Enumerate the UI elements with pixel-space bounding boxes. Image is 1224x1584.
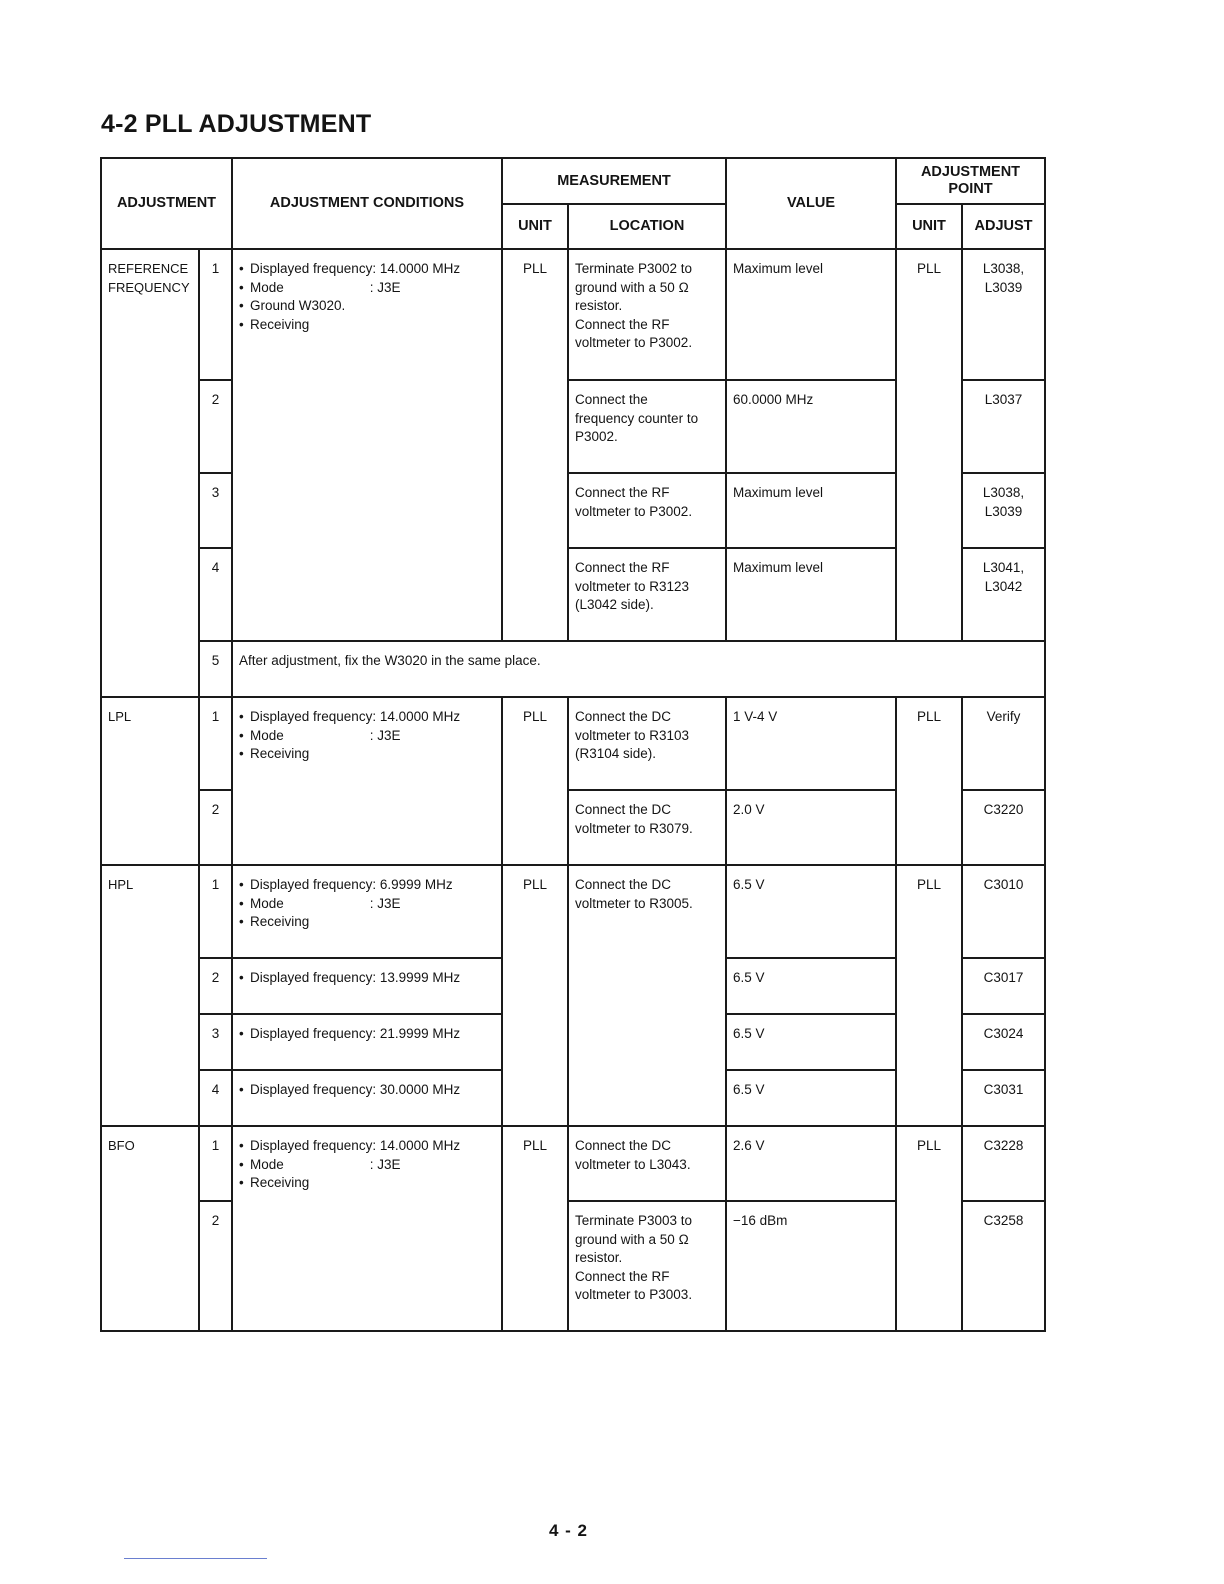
adjust-point: C3220 <box>962 790 1045 865</box>
value-cell: Maximum level <box>726 548 896 641</box>
bullet-icon: • <box>239 261 244 276</box>
header-conditions: ADJUSTMENT CONDITIONS <box>232 158 502 249</box>
bullet-icon: • <box>239 914 244 929</box>
measurement-unit: PLL <box>502 1126 568 1331</box>
step-number: 2 <box>199 958 232 1014</box>
step-number: 1 <box>199 249 232 380</box>
step-number: 2 <box>199 1201 232 1331</box>
measurement-location: Connect the frequency counter to P3002. <box>568 380 726 473</box>
adjust-point: Verify <box>962 697 1045 790</box>
table-row <box>101 1126 1045 1201</box>
step-number: 3 <box>199 473 232 548</box>
bullet-icon: • <box>239 1175 244 1190</box>
bullet-icon: • <box>239 877 244 892</box>
measurement-location: Connect the DC voltmeter to L3043. <box>568 1126 726 1201</box>
table-row <box>101 697 1045 790</box>
adjust-point: L3041, L3042 <box>962 548 1045 641</box>
bullet-icon: • <box>239 746 244 761</box>
bullet-icon: • <box>239 1138 244 1153</box>
step-note: After adjustment, fix the W3020 in the same place. <box>232 641 1045 697</box>
measurement-unit: PLL <box>502 249 568 641</box>
header-meas-unit: UNIT <box>502 204 568 249</box>
page-number: 4 - 2 <box>549 1521 589 1540</box>
adjust-point: C3228 <box>962 1126 1045 1201</box>
value-cell: Maximum level <box>726 473 896 548</box>
adjust-point: C3031 <box>962 1070 1045 1126</box>
table-row <box>101 249 1045 380</box>
step-number: 1 <box>199 697 232 790</box>
measurement-location: Connect the RF voltmeter to P3002. <box>568 473 726 548</box>
measurement-location: Terminate P3002 to ground with a 50 Ω resistor. Connect the RF voltmeter to P3002. <box>568 249 726 380</box>
page-title: 4-2 PLL ADJUSTMENT <box>101 110 372 138</box>
bullet-icon: • <box>239 895 244 911</box>
header-measurement: MEASUREMENT <box>502 158 726 204</box>
adjustment-conditions: • Displayed frequency: 13.9999 MHz <box>232 958 502 1014</box>
step-number: 5 <box>199 641 232 697</box>
adjust-point: L3037 <box>962 380 1045 473</box>
bullet-icon: • <box>239 1082 244 1097</box>
measurement-unit: PLL <box>502 697 568 865</box>
bullet-icon: • <box>239 1156 244 1172</box>
adjustment-conditions: • Displayed frequency: 30.0000 MHz <box>232 1070 502 1126</box>
bullet-icon: • <box>239 298 244 313</box>
pll-adjustment-table <box>100 157 1046 1332</box>
value-cell: 2.6 V <box>726 1126 896 1201</box>
group-name: REFERENCE FREQUENCY <box>101 249 199 697</box>
adjustment-conditions: • Displayed frequency: 21.9999 MHz <box>232 1014 502 1070</box>
header-point-adjust: ADJUST <box>962 204 1045 249</box>
value-cell: 6.5 V <box>726 865 896 958</box>
value-cell: 2.0 V <box>726 790 896 865</box>
value-cell: −16 dBm <box>726 1201 896 1331</box>
measurement-location: Connect the DC voltmeter to R3005. <box>568 865 726 1126</box>
measurement-location: Connect the DC voltmeter to R3103 (R3104 side). <box>568 697 726 790</box>
step-number: 1 <box>199 1126 232 1201</box>
value-cell: 1 V-4 V <box>726 697 896 790</box>
header-point-unit: UNIT <box>896 204 962 249</box>
adjust-point: C3258 <box>962 1201 1045 1331</box>
group-name: HPL <box>101 865 199 1126</box>
value-cell: Maximum level <box>726 249 896 380</box>
adjust-point: L3038, L3039 <box>962 249 1045 380</box>
adjust-point: C3017 <box>962 958 1045 1014</box>
step-number: 3 <box>199 1014 232 1070</box>
adjust-point: L3038, L3039 <box>962 473 1045 548</box>
measurement-unit: PLL <box>502 865 568 1126</box>
bullet-icon: • <box>239 1026 244 1041</box>
step-number: 4 <box>199 548 232 641</box>
step-number: 1 <box>199 865 232 958</box>
step-number: 2 <box>199 790 232 865</box>
bullet-icon: • <box>239 709 244 724</box>
header-adjustment-point: ADJUSTMENT POINT <box>896 158 1045 204</box>
bullet-icon: • <box>239 727 244 743</box>
adjustment-conditions: • Displayed frequency: 14.0000 MHz • Mode : J3E • Receiving <box>232 1126 502 1331</box>
group-name: LPL <box>101 697 199 865</box>
adjustment-conditions: • Displayed frequency: 14.0000 MHz • Mode : J3E • Receiving <box>232 697 502 865</box>
header-adjustment: ADJUSTMENT <box>101 158 232 249</box>
value-cell: 6.5 V <box>726 1070 896 1126</box>
table-row <box>101 865 1045 958</box>
header-value: VALUE <box>726 158 896 249</box>
header-meas-location: LOCATION <box>568 204 726 249</box>
adjust-point: C3010 <box>962 865 1045 958</box>
step-number: 2 <box>199 380 232 473</box>
value-cell: 6.5 V <box>726 1014 896 1070</box>
value-cell: 6.5 V <box>726 958 896 1014</box>
measurement-location: Terminate P3003 to ground with a 50 Ω resistor. Connect the RF voltmeter to P3003. <box>568 1201 726 1331</box>
adjustment-conditions: • Displayed frequency: 14.0000 MHz • Mode : J3E • Ground W3020. • Receiving <box>232 249 502 641</box>
measurement-location: Connect the DC voltmeter to R3079. <box>568 790 726 865</box>
bullet-icon: • <box>239 970 244 985</box>
adjust-point: C3024 <box>962 1014 1045 1070</box>
value-cell: 60.0000 MHz <box>726 380 896 473</box>
adjustment-unit: PLL <box>896 865 962 1126</box>
adjustment-unit: PLL <box>896 697 962 865</box>
group-name: BFO <box>101 1126 199 1331</box>
measurement-location: Connect the RF voltmeter to R3123 (L3042 side). <box>568 548 726 641</box>
step-number: 4 <box>199 1070 232 1126</box>
table-row <box>101 641 1045 697</box>
adjustment-unit: PLL <box>896 249 962 641</box>
bullet-icon: • <box>239 316 244 332</box>
bullet-icon: • <box>239 279 244 295</box>
adjustment-unit: PLL <box>896 1126 962 1331</box>
footer-line <box>124 1558 267 1559</box>
adjustment-conditions: • Displayed frequency: 6.9999 MHz • Mode : J3E • Receiving <box>232 865 502 958</box>
